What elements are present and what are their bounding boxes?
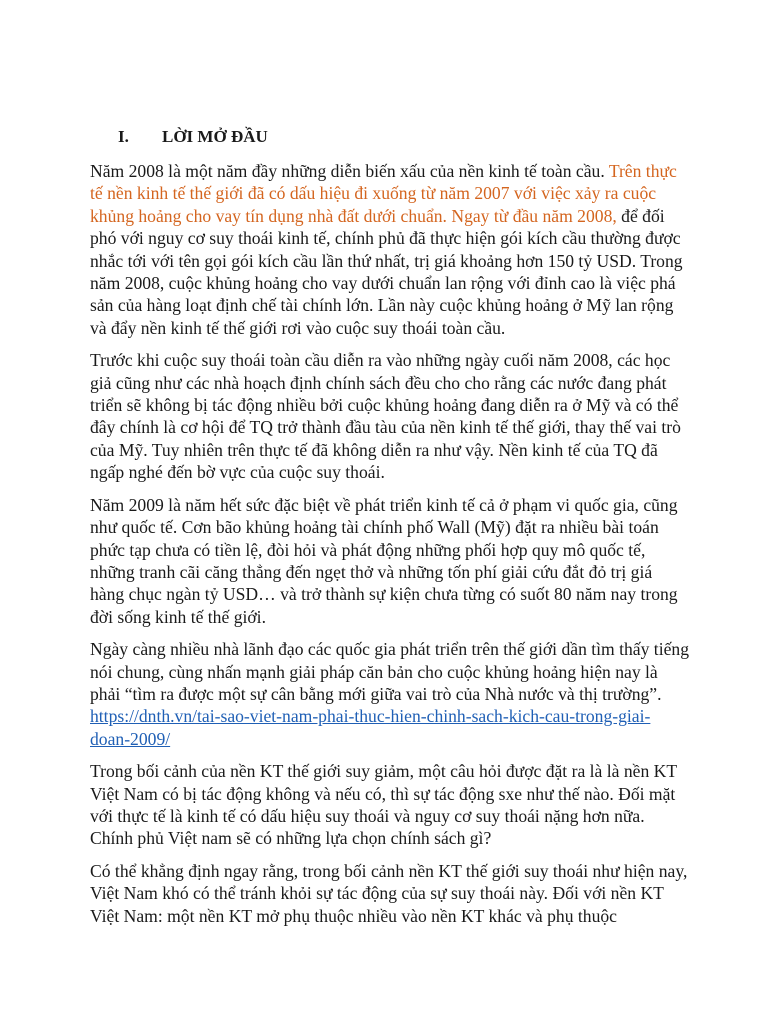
paragraph-6: Có thể khẳng định ngay rằng, trong bối cảnh nền KT thế giới suy thoái như hiện nay, Việt Nam khó có thể tránh khỏi sự tác động của sự suy thoái này. Đối với nền KT Việt Nam: một nền KT mở phụ thuộc nhiều vào nền KT khác và phụ thuộc xyxy=(90,860,688,926)
paragraph-1-continuation: để đối phó với nguy cơ suy thoái kinh tế, chính phủ đã thực hiện gói kích cầu thường được nhắc tới với tên gọi gói kích cầu lần thứ nhất, trị giá khoảng hơn 150 tỷ USD. Trong năm 2008, cuộc khủng hoảng cho vay dưới chuẩn lan rộng với đỉnh cao là việc phá sản của hàng loạt định chế tài chính lớn. Lần này cuộc khủng hoảng ở Mỹ lan rộng và đẩy nền kinh tế thế giới rơi vào cuộc suy thoái toàn cầu. xyxy=(90,205,683,338)
document-page xyxy=(90,124,690,937)
source-link[interactable]: https://dnth.vn/tai-sao-viet-nam-phai-thuc-hien-chinh-sach-kich-cau-trong-giai-doan-2009/ xyxy=(90,706,651,749)
paragraph-1-text: Năm 2008 là một năm đầy những diễn biến xấu của nền kinh tế toàn cầu. xyxy=(90,161,609,181)
section-number: I. xyxy=(118,127,129,146)
paragraph-2: Trước khi cuộc suy thoái toàn cầu diễn ra vào những ngày cuối năm 2008, các học giả cũng như các nhà hoạch định chính sách đều cho cho rằng các nước đang phát triển sẽ không bị tác động nhiều bởi cuộc khủng hoảng đang diễn ra ở Mỹ và có thể đây chính là cơ hội để TQ trở thành đầu tàu của nền kinh tế thế giới, thay thế vai trò của Mỹ. Tuy nhiên trên thực tế đã không diễn ra như vậy. Nền kinh tế của TQ đã ngấp nghé đến bờ vực của cuộc suy thoái. xyxy=(90,350,681,483)
paragraph-1-highlight: Trên thực tế nền kinh tế thế giới đã có dấu hiệu đi xuống từ năm 2007 với việc xảy ra cuộc khủng hoảng cho vay tín dụng nhà đất dưới chuẩn. Ngay từ đầu năm 2008, xyxy=(90,161,677,226)
paragraph-1 xyxy=(90,160,690,339)
paragraph-5: Trong bối cảnh của nền KT thế giới suy giảm, một câu hỏi được đặt ra là là nền KT Việt Nam có bị tác động không và nếu có, thì sự tác động sxe như thế nào. Đối mặt với thực tế là kinh tế có dấu hiệu suy thoái và nguy cơ suy thoái nặng hơn nữa. Chính phủ Việt nam sẽ có những lựa chọn chính sách gì? xyxy=(90,761,677,849)
section-heading xyxy=(90,124,690,150)
paragraph-4 xyxy=(90,638,690,750)
section-title: LỜI MỞ ĐẦU xyxy=(162,127,268,146)
paragraph-3: Năm 2009 là năm hết sức đặc biệt về phát triển kinh tế cả ở phạm vi quốc gia, cũng như quốc tế. Cơn bão khủng hoảng tài chính phố Wall (Mỹ) đặt ra nhiều bài toán phức tạp chưa có tiền lệ, đòi hỏi và phát động những phối hợp quy mô quốc tế, những tranh cãi căng thẳng đến ngẹt thở và những tốn phí giải cứu đắt đỏ trị giá hàng chục ngàn tỷ USD… và trở thành sự kiện chưa từng có suốt 80 năm nay trong đời sống kinh tế thế giới. xyxy=(90,494,678,627)
paragraph-4-text: Ngày càng nhiều nhà lãnh đạo các quốc gia phát triển trên thế giới dần tìm thấy tiếng nói chung, cùng nhấn mạnh giải pháp căn bản cho cuộc khủng hoảng hiện nay là phải “tìm ra được một sự cân bằng mới giữa vai trò của Nhà nước và thị trường”. xyxy=(90,639,689,704)
